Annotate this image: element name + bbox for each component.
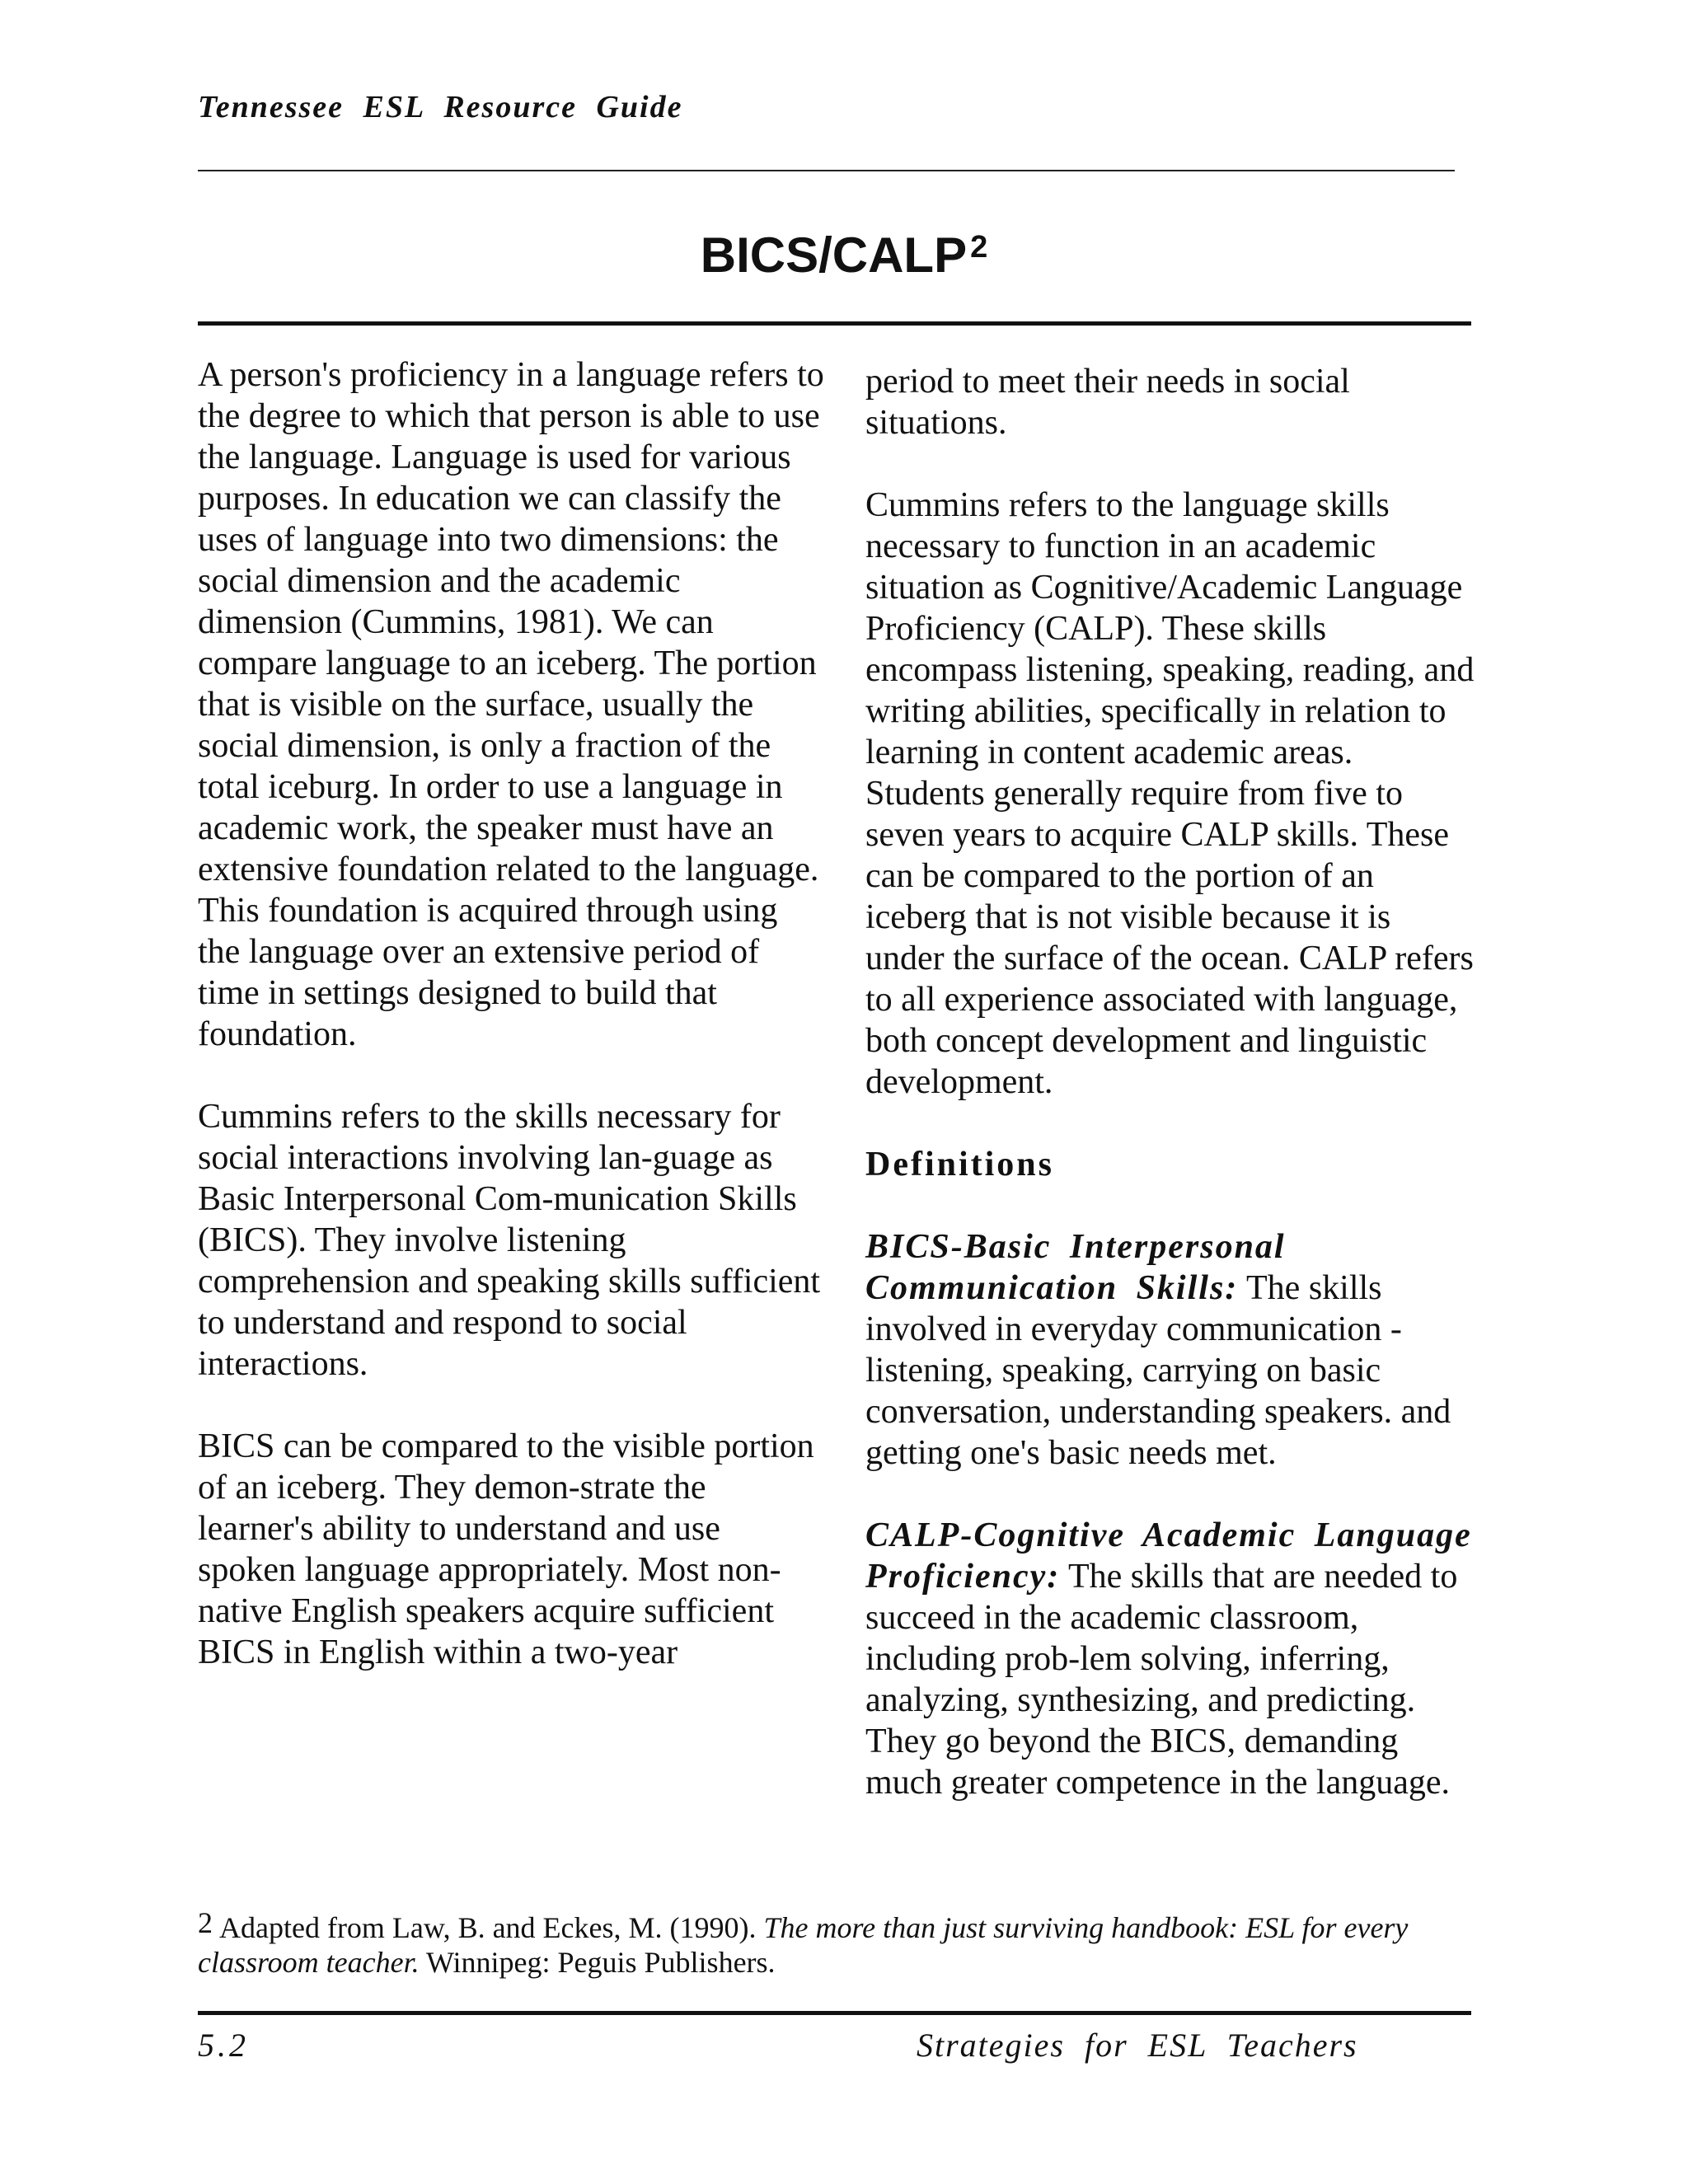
page-title-text: BICS/CALP [700,227,968,283]
header-rule [198,170,1455,171]
footnote-number: 2 [198,1906,213,1939]
footnote-text-after: Winnipeg: Peguis Publishers. [426,1946,776,1979]
paragraph-bics-iceberg: BICS can be compared to the visible portion of an iceberg. They demon-strate the learner's ability to understand and use spoken language appropriately. Most non-native English speakers acquire sufficient BICS in English within a two-year [198,1427,814,1671]
definition-calp-text: The skills that are needed to succeed in the academic classroom, including prob-lem solving, inferring, analyzing, synthesizing, and predicting. They go beyond the BICS, demanding much greater competence in the language. [865,1558,1458,1802]
title-footnote-ref: 2 [970,230,988,265]
paragraph-proficiency: A person's proficiency in a language refers to the degree to which that person is able to use the language. Language is used for various purposes. In education we can classify the uses of language into two dimensions: the social dimension and the academic dimension (Cummins, 1981). We can compare language to an iceberg. The portion that is visible on the surface, usually the social dimension, is only a fraction of the total iceburg. In order to use a language in academic work, the speaker must have an extensive foundation related to the language. This foundation is acquired through using the language over an extensive period of time in settings designed to build that foundation. [198,356,824,1053]
definition-bics-text: The skills involved in everyday communication - listening, speaking, carrying on basic conversation, understanding speakers. and getting one's basic needs met. [865,1269,1451,1472]
definition-calp-term: CALP-Cognitive Academic Language Proficiency: [865,1516,1472,1596]
page-number: 5.2 [198,2027,249,2064]
footnote-text-before: Adapted from Law, B. and Eckes, M. (1990). [219,1911,757,1944]
running-header: Tennessee ESL Resource Guide [198,90,683,124]
definition-bics [865,1226,1475,1474]
footnote [198,1905,1484,1980]
page-title [0,227,1688,284]
definitions-heading: Definitions [865,1146,1055,1183]
footnote-book-title: The more than just surviving handbook: ESL for every classroom teacher. [198,1911,1409,1979]
left-column [198,354,824,1673]
paragraph-bics-intro: Cummins refers to the skills necessary for social interactions involving lan-guage as Basic Interpersonal Com-munication Skills (BICS). They involve listening comprehension and speaking skills sufficient to understand and respond to social interactions. [198,1098,821,1383]
right-column [865,361,1475,1803]
title-rule [198,321,1471,326]
definition-calp [865,1515,1475,1803]
footer-title: Strategies for ESL Teachers [917,2027,1358,2064]
definition-bics-term: BICS-Basic Interpersonal Communication Skills: [865,1228,1286,1307]
paragraph-calp-intro: Cummins refers to the language skills necessary to function in an academic situation as Cognitive/Academic Language Proficiency (CALP). These skills encompass listening, speaking, reading, and writing abilities, specifically in relation to learning in content academic areas. Students generally require from five to seven years to acquire CALP skills. These can be compared to the portion of an iceberg that is not visible because it is under the surface of the ocean. CALP refers to all experience associated with language, both concept development and linguistic development. [865,486,1475,1101]
footer-rule [198,2011,1471,2015]
paragraph-bics-continued: period to meet their needs in social situations. [865,363,1350,442]
